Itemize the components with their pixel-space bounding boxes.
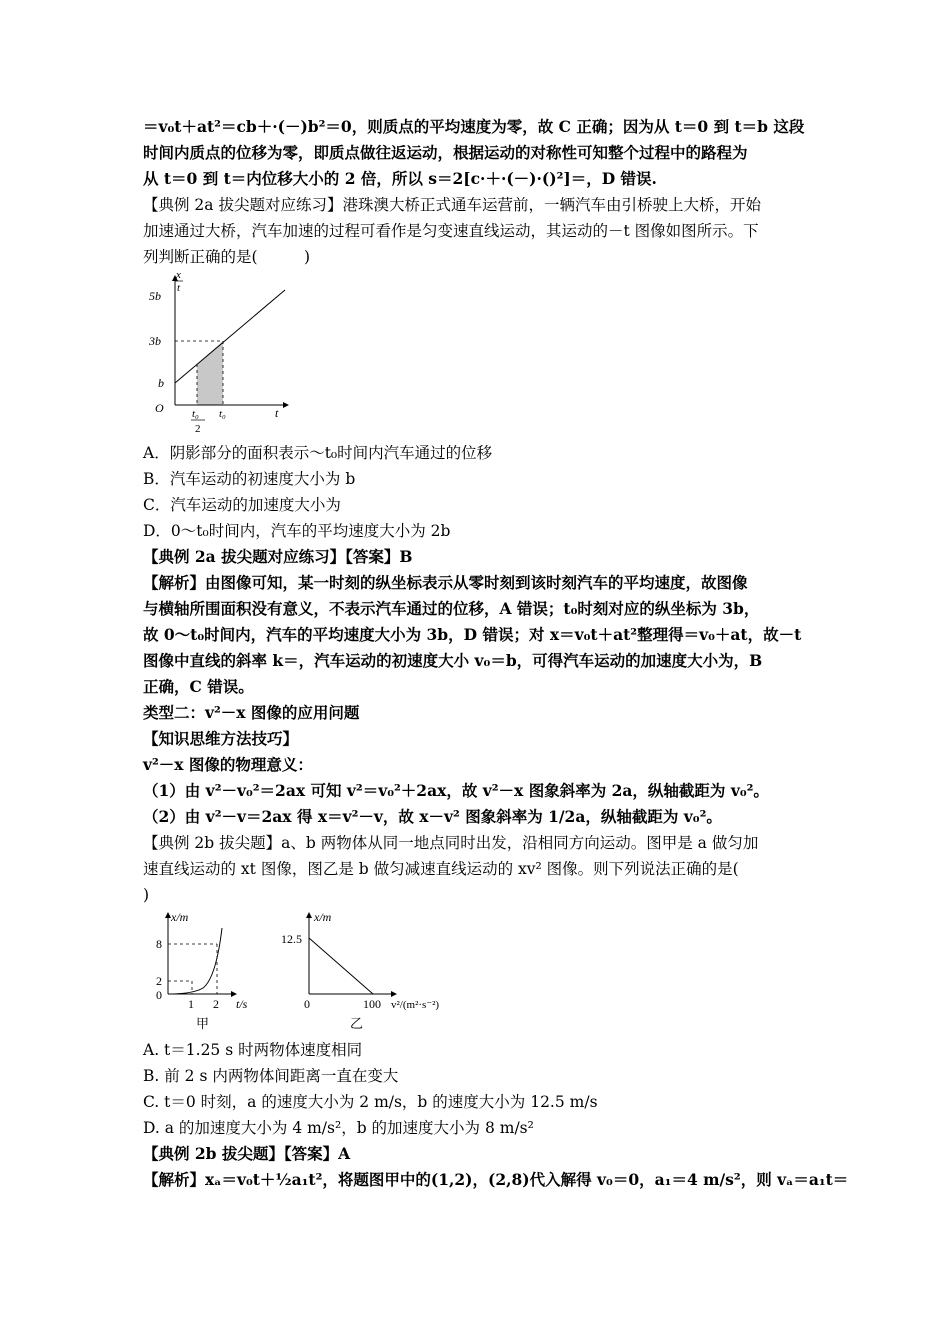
text-line: 从 t＝0 到 t＝内位移大小的 2 倍，所以 s＝2[c·＋·(－)·()²]＝，D 错误. xyxy=(143,169,657,188)
text-line: 列判断正确的是( ) xyxy=(143,248,311,266)
x-tick-100: 100 xyxy=(363,997,381,1011)
caption-yi: 乙 xyxy=(350,1016,364,1031)
origin-label: 0 xyxy=(304,997,310,1011)
y-tick-b: b xyxy=(158,376,164,390)
figure-jia-xt-graph xyxy=(148,908,268,1033)
y-label: x/m xyxy=(171,910,189,924)
figure-yi-xv2-graph xyxy=(278,908,463,1033)
x-label: v²/(m²·s⁻²) xyxy=(391,999,440,1011)
y-label-denominator: t xyxy=(177,282,181,294)
text-line: 【典例 2b 拔尖题】a、b 两物体从同一地点同时出发，沿相同方向运动。图甲是 a 做匀加 xyxy=(143,834,759,852)
y-label-numerator: x xyxy=(176,269,181,281)
graph-line xyxy=(309,938,373,994)
text-line: 故 0～t₀时间内，汽车的平均速度大小为 3b，D 错误；对 x＝v₀t＋at²整理得＝v₀＋at，故－t xyxy=(143,625,802,644)
text-line: 【知识思维方法技巧】 xyxy=(143,729,299,748)
text-line: A. t＝1.25 s 时两物体速度相同 xyxy=(143,1041,363,1059)
text-line: C. t＝0 时刻，a 的速度大小为 2 m/s，b 的速度大小为 12.5 m/s xyxy=(143,1093,598,1111)
text-line: 【典例 2a 拔尖题对应练习】【答案】B xyxy=(143,547,413,566)
text-line: 【典例 2a 拔尖题对应练习】港珠澳大桥正式通车运营前，一辆汽车由引桥驶上大桥，开始 xyxy=(143,196,761,214)
y-label: x/m xyxy=(314,910,332,924)
text-line: D. a 的加速度大小为 4 m/s²，b 的加速度大小为 8 m/s² xyxy=(143,1119,534,1137)
x-label-t: t xyxy=(275,406,279,420)
y-tick-3b: 3b xyxy=(149,334,161,348)
x-tick-1: 1 xyxy=(188,997,194,1011)
parabola-curve xyxy=(168,928,222,994)
text-line: 加速通过大桥，汽车加速的过程可看作是匀变速直线运动，其运动的－t 图像如图所示。下 xyxy=(143,222,759,240)
text-line: （2）由 v²－v＝2ax 得 x＝v²－v，故 x－v² 图象斜率为 1/2a，纵轴截距为 v₀²。 xyxy=(143,807,722,826)
x-tick-half-den: 2 xyxy=(195,423,201,435)
x-tick-2: 2 xyxy=(213,997,219,1011)
y-tick-8: 8 xyxy=(156,937,162,951)
text-line: A．阴影部分的面积表示～t₀时间内汽车通过的位移 xyxy=(143,444,493,462)
x-label: t/s xyxy=(236,997,248,1011)
text-line: 正确，C 错误。 xyxy=(143,677,254,696)
text-line: B．汽车运动的初速度大小为 b xyxy=(143,470,356,488)
y-tick-5b: 5b xyxy=(149,289,161,303)
text-line: 时间内质点的位移为零，即质点做往返运动，根据运动的对称性可知整个过程中的路程为 xyxy=(143,143,748,162)
figure-xt-t-graph xyxy=(145,266,295,436)
y-tick-12-5: 12.5 xyxy=(281,932,302,946)
x-tick-half-t0: t₀ xyxy=(192,408,199,420)
text-line: C．汽车运动的加速度大小为 xyxy=(143,496,341,514)
text-line: 与横轴所围面积没有意义，不表示汽车通过的位移，A 错误；t₀时刻对应的纵坐标为 3b， xyxy=(143,599,760,618)
text-line: （1）由 v²－v₀²＝2ax 可知 v²＝v₀²＋2ax，故 v²－x 图象斜率为 2a，纵轴截距为 v₀²。 xyxy=(143,781,769,800)
text-line: 类型二：v²－x 图像的应用问题 xyxy=(143,703,360,722)
caption-jia: 甲 xyxy=(196,1016,210,1031)
text-line: D．0～t₀时间内，汽车的平均速度大小为 2b xyxy=(143,522,451,540)
text-line: ＝v₀t＋at²＝cb＋·(－)b²＝0，则质点的平均速度为零，故 C 正确；因为从 t＝0 到 t＝b 这段 xyxy=(143,117,805,136)
text-line: 图像中直线的斜率 k＝，汽车运动的初速度大小 v₀＝b，可得汽车运动的加速度大小为，B xyxy=(143,651,763,670)
origin-label: O xyxy=(155,401,164,415)
text-line: B. 前 2 s 内两物体间距离一直在变大 xyxy=(143,1067,399,1085)
shaded-area xyxy=(197,341,223,405)
text-line: 【解析】xₐ＝v₀t＋½a₁t²，将题图甲中的(1,2)，(2,8)代入解得 v₀＝0，a₁＝4 m/s²，则 vₐ＝a₁t＝ xyxy=(143,1170,849,1189)
text-line: 【典例 2b 拔尖题】【答案】A xyxy=(143,1144,351,1163)
graph-line xyxy=(175,290,285,383)
y-tick-0: 0 xyxy=(156,988,162,1002)
text-line: 速直线运动的 xt 图像，图乙是 b 做匀减速直线运动的 xv² 图像。则下列说法正确的是( xyxy=(143,860,739,878)
y-tick-2: 2 xyxy=(156,974,162,988)
text-line: v²－x 图像的物理意义： xyxy=(143,755,313,774)
x-tick-t0: t₀ xyxy=(219,408,226,420)
text-line: ) xyxy=(143,886,150,904)
text-line: 【解析】由图像可知，某一时刻的纵坐标表示从零时刻到该时刻汽车的平均速度，故图像 xyxy=(143,573,748,592)
